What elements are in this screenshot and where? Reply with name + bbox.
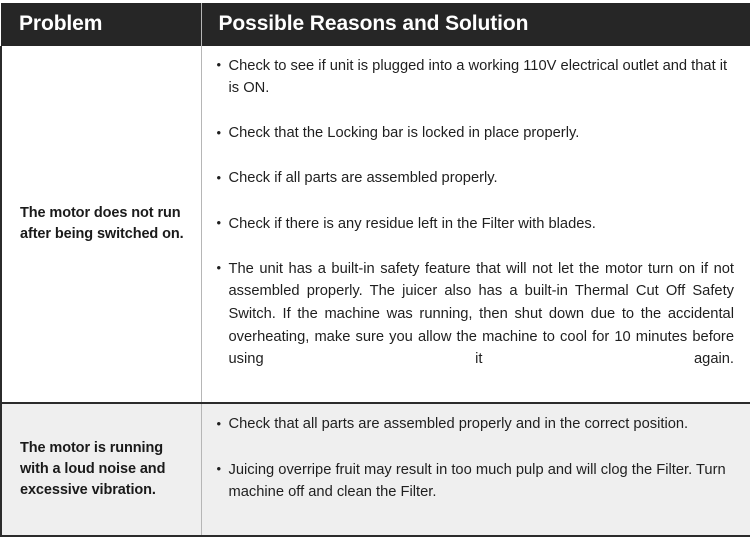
problem-cell bbox=[1, 403, 201, 536]
column-header-problem: Problem bbox=[1, 2, 201, 46]
table-body bbox=[1, 46, 750, 537]
reasons-list bbox=[217, 413, 735, 526]
list-item-text: Juicing overripe fruit may result in too much pulp and will clog the Filter. Turn machine off and clean the Filter. bbox=[228, 461, 726, 501]
list-item-text: Check that all parts are assembled properly and in the correct position. bbox=[228, 416, 689, 433]
reasons-list bbox=[217, 55, 735, 394]
column-header-reasons: Possible Reasons and Solution bbox=[201, 2, 750, 46]
table-row bbox=[1, 403, 750, 536]
list-item bbox=[217, 167, 735, 212]
problem-text: The motor is running with a loud noise and excessive vibration. bbox=[20, 440, 166, 499]
problem-cell bbox=[1, 46, 201, 404]
reasons-cell bbox=[201, 46, 750, 404]
list-item bbox=[217, 413, 735, 458]
list-item-text: Check if all parts are assembled properly. bbox=[228, 170, 498, 187]
list-item bbox=[217, 122, 735, 167]
problem-text: The motor does not run after being switched on. bbox=[20, 204, 184, 242]
table-header bbox=[1, 2, 750, 46]
table-row bbox=[1, 46, 750, 404]
list-item bbox=[217, 55, 735, 123]
table-header-row bbox=[1, 2, 750, 46]
list-item bbox=[217, 213, 735, 258]
list-item-text: The unit has a built-in safety feature that will not let the motor turn on if not assembled properly. The juicer also has a built-in Thermal Cut Off Safety Switch. If the machine was running, then shut down due to the accidental overheating, make sure you allow the machine to cool for 10 minutes before using it again. bbox=[228, 260, 734, 368]
list-item-text: Check if there is any residue left in the Filter with blades. bbox=[228, 215, 596, 232]
list-item bbox=[217, 459, 735, 527]
reasons-cell bbox=[201, 403, 750, 536]
list-item-text: Check that the Locking bar is locked in place properly. bbox=[228, 125, 580, 142]
list-item-text: Check to see if unit is plugged into a working 110V electrical outlet and that it is ON. bbox=[228, 57, 728, 97]
list-item bbox=[217, 258, 735, 394]
